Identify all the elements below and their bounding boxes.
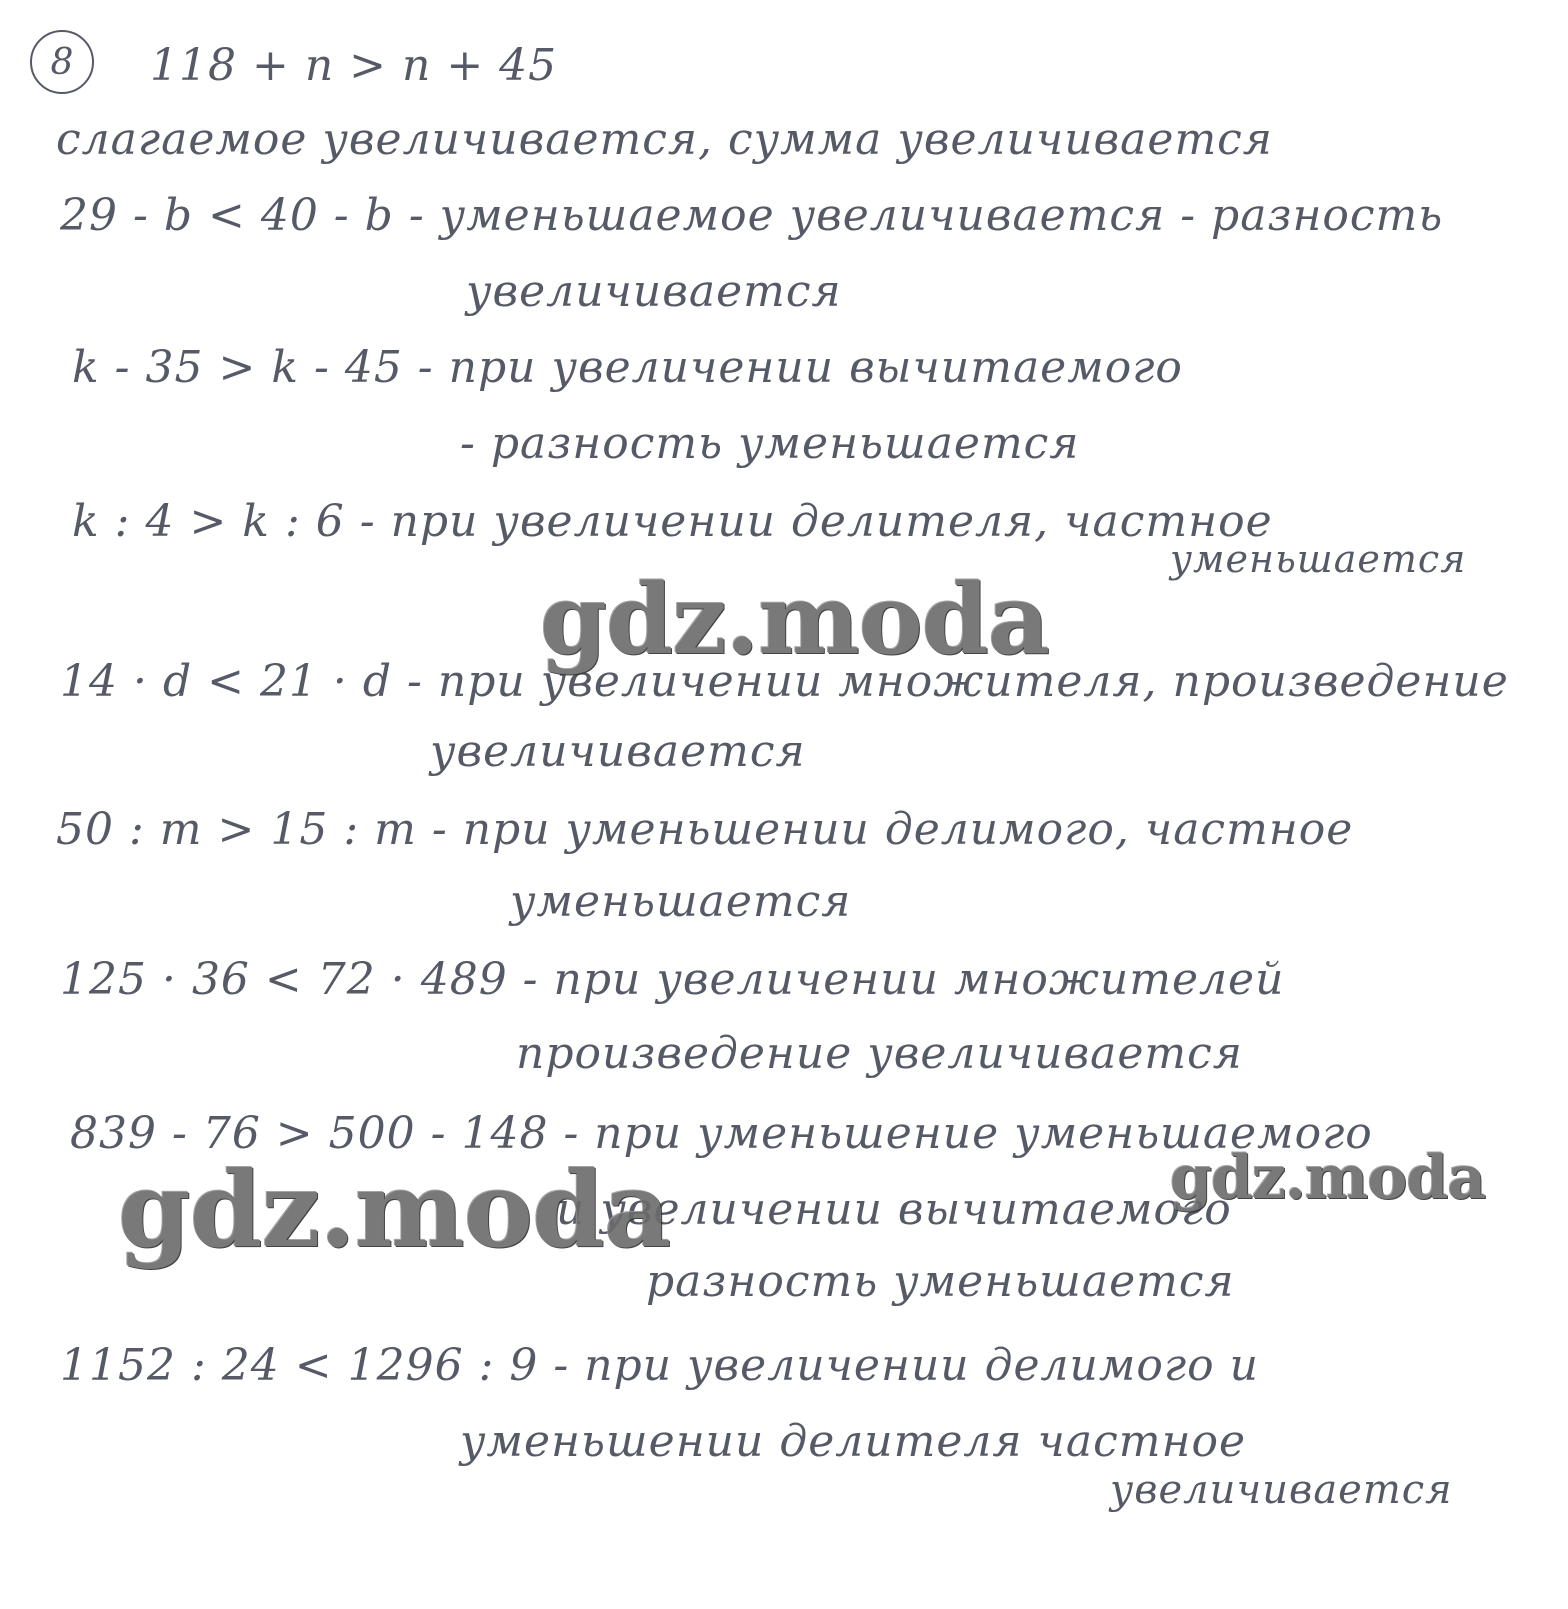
line-12: уменьшается bbox=[510, 876, 852, 927]
line-16: и увеличении вычитаемого bbox=[556, 1184, 1232, 1235]
line-11: 50 : m > 15 : m - при уменьшении делимого, частное bbox=[56, 804, 1354, 855]
line-8: уменьшается bbox=[1170, 537, 1467, 581]
watermark-logo: gdz.moda bbox=[1170, 1143, 1486, 1213]
line-14: произведение увеличивается bbox=[516, 1028, 1243, 1079]
line-9: 14 · d < 21 · d - при увеличении множителя, произведение bbox=[60, 656, 1509, 707]
line-5: k - 35 > k - 45 - при увеличении вычитаемого bbox=[72, 342, 1183, 393]
line-18: 1152 : 24 < 1296 : 9 - при увеличении делимого и bbox=[60, 1340, 1259, 1391]
line-15: 839 - 76 > 500 - 148 - при уменьшение уменьшаемого bbox=[70, 1108, 1373, 1159]
task-number-circle bbox=[30, 30, 94, 94]
line-19: уменьшении делителя частное bbox=[460, 1416, 1246, 1467]
watermark-logo: gdz.moda bbox=[540, 563, 1050, 676]
line-2: слагаемое увеличивается, сумма увеличивается bbox=[56, 114, 1273, 165]
line-3: 29 - b < 40 - b - уменьшаемое увеличивается - разность bbox=[60, 190, 1444, 241]
line-7: k : 4 > k : 6 - при увеличении делителя, частное bbox=[72, 496, 1273, 547]
line-4: увеличивается bbox=[466, 266, 842, 317]
task-number: 8 bbox=[50, 41, 74, 83]
line-10: увеличивается bbox=[430, 726, 806, 777]
line-20: увеличивается bbox=[1110, 1467, 1453, 1513]
line-13: 125 · 36 < 72 · 489 - при увеличении множителей bbox=[60, 954, 1285, 1005]
line-1: 118 + n > n + 45 bbox=[150, 40, 558, 91]
line-17: разность уменьшается bbox=[646, 1256, 1235, 1307]
watermark-logo: gdz.moda bbox=[118, 1148, 671, 1271]
line-6: - разность уменьшается bbox=[460, 418, 1080, 469]
